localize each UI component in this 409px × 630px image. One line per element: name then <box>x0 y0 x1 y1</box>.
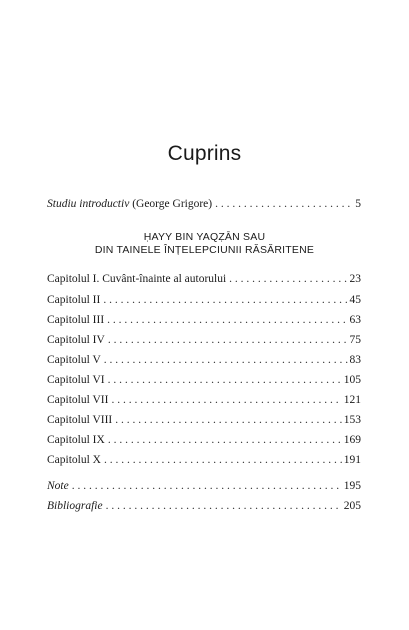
toc-page-number: 23 <box>349 273 361 285</box>
dot-leader <box>108 432 342 448</box>
toc-page-number: 191 <box>343 454 361 466</box>
toc-entry-label: Capitolul VII <box>47 394 109 406</box>
toc-entry-label-italic: Studiu introductiv <box>47 198 130 210</box>
toc-entry-chapter <box>47 392 361 408</box>
toc-entry-chapter <box>47 372 361 388</box>
toc-entry-label: Capitolul VI <box>47 374 105 386</box>
dot-leader <box>104 352 348 368</box>
dot-leader <box>72 478 342 494</box>
dot-leader <box>104 452 342 468</box>
toc-entry-label: Capitolul V <box>47 354 101 366</box>
toc-page-number: 5 <box>355 198 361 210</box>
dot-leader <box>106 498 342 514</box>
toc-entry-chapter <box>47 412 361 428</box>
dot-leader <box>111 392 341 408</box>
toc-entry-chapter <box>47 332 361 348</box>
toc-page-number: 45 <box>349 294 361 306</box>
toc-entry-label: Capitolul III <box>47 314 105 326</box>
toc-entry-label: Capitolul IX <box>47 434 105 446</box>
dot-leader <box>108 332 348 348</box>
toc-entry-label: Capitolul I. Cuvânt-înainte al autorului <box>47 273 227 285</box>
toc-page-number: 83 <box>349 354 361 366</box>
section-heading-line-1: ḤAYY BIN YAQẒĀN SAU <box>143 231 266 243</box>
toc-entry-chapter <box>47 452 361 468</box>
dot-leader <box>103 292 347 308</box>
toc-entry-label: Capitolul VIII <box>47 414 113 426</box>
toc-page-number: 195 <box>343 480 361 492</box>
toc-entry-chapter <box>47 352 361 368</box>
dot-leader <box>115 412 341 428</box>
toc-page-number: 75 <box>349 334 361 346</box>
toc-page-number: 153 <box>343 414 361 426</box>
toc-entry-chapter <box>47 271 361 287</box>
toc-page-number: 105 <box>343 374 361 386</box>
toc-entry-label: Capitolul IV <box>47 334 105 346</box>
toc-entry-intro <box>47 196 361 212</box>
toc-page-number: 169 <box>343 434 361 446</box>
toc-entry-chapter <box>47 312 361 328</box>
toc-entry-chapter <box>47 432 361 448</box>
dot-leader <box>108 372 342 388</box>
dot-leader <box>215 196 353 212</box>
toc-entry-label-rest: (George Grigore) <box>129 198 213 210</box>
toc-page-number: 121 <box>343 394 361 406</box>
toc-entry-label <box>47 196 212 212</box>
toc-entry-notes <box>47 478 361 494</box>
dot-leader <box>107 312 347 328</box>
toc-entry-label: Capitolul II <box>47 294 101 306</box>
toc-entry-label: Capitolul X <box>47 454 101 466</box>
toc-entry-bibliography <box>47 498 361 514</box>
toc-entry-chapter <box>47 292 361 308</box>
section-heading-line-2: DIN TAINELE ÎNȚELEPCIUNII RĂSĂRITENE <box>94 244 315 256</box>
toc-entry-label: Bibliografie <box>47 500 103 512</box>
toc-entry-label: Note <box>47 480 69 492</box>
toc-page-number: 63 <box>349 314 361 326</box>
page-title: Cuprins <box>167 142 242 165</box>
toc-page-number: 205 <box>343 500 361 512</box>
dot-leader <box>229 271 347 287</box>
